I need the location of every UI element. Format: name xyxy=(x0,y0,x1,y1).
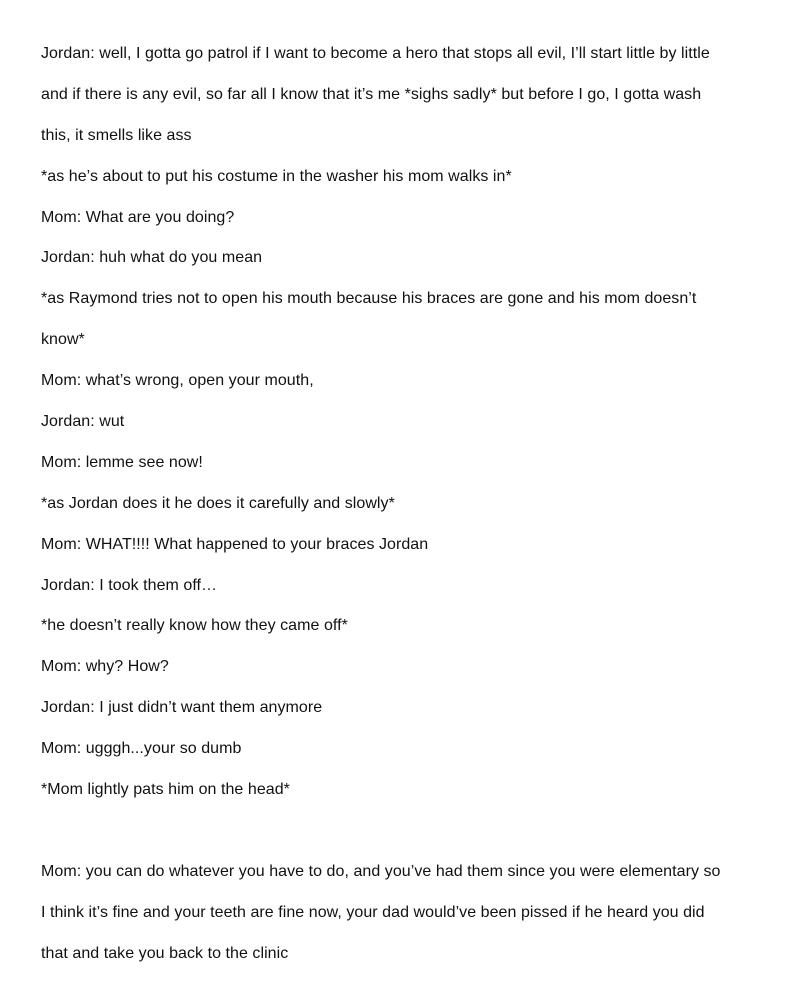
text-line: Jordan: I took them off… xyxy=(41,576,218,594)
text-line: *as Raymond tries not to open his mouth because his braces are gone and his mom doesn’t xyxy=(41,290,697,308)
text-line: Mom: why? How? xyxy=(41,658,169,676)
text-line: Mom: you can do whatever you have to do, and you’ve had them since you were elementary so xyxy=(41,862,721,880)
text-line: I think it’s fine and your teeth are fine now, your dad would’ve been pissed if he heard you did xyxy=(41,903,705,921)
text-line: this, it smells like ass xyxy=(41,126,192,144)
text-line: Jordan: huh what do you mean xyxy=(41,249,263,267)
text-line: know* xyxy=(41,331,85,349)
text-line: Jordan: wut xyxy=(41,413,125,431)
document-body xyxy=(41,34,781,974)
text-line: Jordan: well, I gotta go patrol if I want to become a hero that stops all evil, I’ll start little by little xyxy=(41,45,710,62)
text-line: Mom: WHAT!!!! What happened to your braces Jordan xyxy=(41,535,429,553)
text-line: Mom: what’s wrong, open your mouth, xyxy=(41,372,314,390)
text-line: Mom: lemme see now! xyxy=(41,453,203,471)
text-line: that and take you back to the clinic xyxy=(41,944,289,962)
text-line: Mom: What are you doing? xyxy=(41,208,235,226)
text-line: and if there is any evil, so far all I know that it’s me *sighs sadly* but before I go, I gotta wash xyxy=(41,85,702,103)
text-line: *Mom lightly pats him on the head* xyxy=(41,781,290,799)
text-line: *he doesn’t really know how they came off* xyxy=(41,617,348,635)
text-line: Jordan: I just didn’t want them anymore xyxy=(41,699,323,717)
text-line: Mom: ugggh...your so dumb xyxy=(41,740,242,758)
text-line: *as Jordan does it he does it carefully and slowly* xyxy=(41,494,395,512)
blank-line xyxy=(41,811,781,852)
text-line: *as he’s about to put his costume in the washer his mom walks in* xyxy=(41,167,512,185)
